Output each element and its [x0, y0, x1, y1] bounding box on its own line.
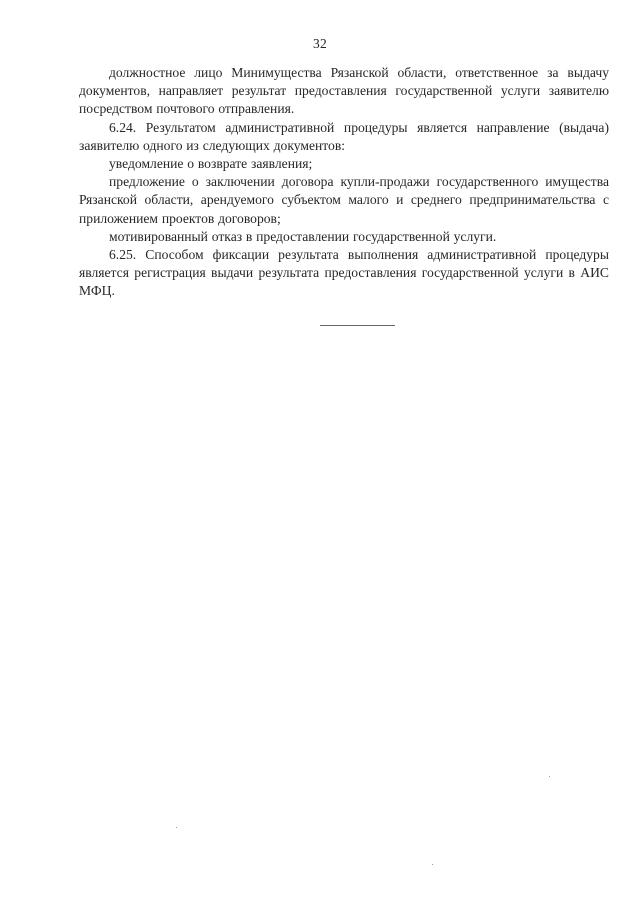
- page-number: 32: [312, 36, 328, 51]
- paragraph-6-24: 6.24. Результатом административной процедуры является направление (выдача) заявителю одного из следующих документов:: [79, 119, 609, 153]
- paragraph-sale-offer: предложение о заключении договора купли-продажи государственного имущества Рязанской области, арендуемого субъектом малого и среднего предпринимательства с приложением проектов договоров;: [79, 174, 609, 226]
- scan-speck: [176, 827, 177, 828]
- paragraph-6-25: 6.25. Способом фиксации результата выполнения административной процедуры является регистрация выдачи результата предоставления государственной услуги в АИС МФЦ.: [79, 247, 609, 299]
- scan-speck: [549, 776, 550, 777]
- paragraph-refusal: мотивированный отказ в предоставлении государственной услуги.: [109, 228, 497, 244]
- scan-speck: [432, 864, 433, 865]
- paragraph-responsible-official: должностное лицо Минимущества Рязанской области, ответственное за выдачу документов, направляет результат предоставления государственной услуги заявителю посредством почтового отправления.: [79, 65, 609, 117]
- document-body: [79, 64, 609, 301]
- paragraph-return-notice: уведомление о возврате заявления;: [109, 156, 313, 172]
- closing-rule: [320, 325, 395, 326]
